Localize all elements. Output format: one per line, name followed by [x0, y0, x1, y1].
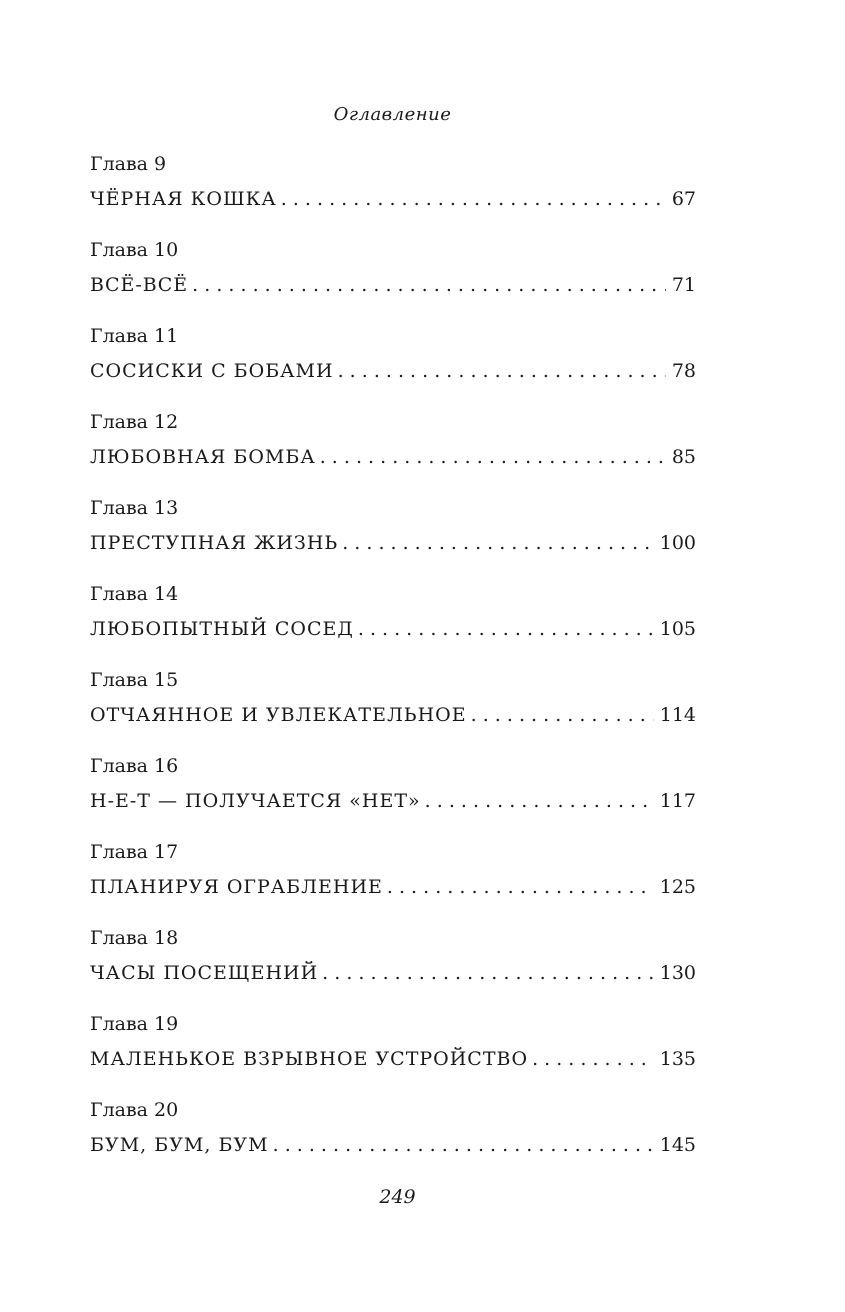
toc-entry: [90, 496, 696, 582]
toc-entry: [90, 582, 696, 668]
page-reference: 114: [659, 704, 696, 726]
dot-leader: [192, 272, 666, 298]
toc-line: [90, 1046, 696, 1072]
page-reference: 78: [671, 360, 696, 382]
page-reference: 100: [659, 532, 696, 554]
chapter-title: Н-Е-Т — ПОЛУЧАЕТСЯ «НЕТ»: [90, 790, 421, 812]
chapter-title: ПРЕСТУПНАЯ ЖИЗНЬ: [90, 532, 339, 554]
toc-line: [90, 1132, 696, 1158]
chapter-title: ВСЁ-ВСЁ: [90, 274, 189, 296]
chapter-number: Глава 19: [90, 1013, 179, 1035]
running-head: Оглавление: [333, 104, 452, 125]
dot-leader: [387, 874, 654, 900]
page-reference: 130: [659, 962, 696, 984]
chapter-title: СОСИСКИ С БОБАМИ: [90, 360, 334, 382]
toc-entry: [90, 926, 696, 1012]
toc-line: [90, 702, 696, 728]
chapter-number: Глава 18: [90, 927, 179, 949]
page-reference: 125: [659, 876, 696, 898]
toc-line: [90, 874, 696, 900]
page-reference: 135: [659, 1048, 696, 1070]
toc-entry: [90, 1012, 696, 1098]
chapter-number: Глава 15: [90, 669, 179, 691]
dot-leader: [322, 960, 654, 986]
toc-line: [90, 616, 696, 642]
page-reference: 117: [659, 790, 696, 812]
chapter-title: МАЛЕНЬКОЕ ВЗРЫВНОЕ УСТРОЙСТВО: [90, 1048, 529, 1070]
page-number: 249: [379, 1186, 416, 1208]
chapter-title: ПЛАНИРУЯ ОГРАБЛЕНИЕ: [90, 876, 383, 898]
toc-entry: [90, 410, 696, 496]
chapter-number: Глава 17: [90, 841, 179, 863]
chapter-title: ЛЮБОВНАЯ БОМБА: [90, 446, 316, 468]
page-reference: 67: [671, 188, 696, 210]
chapter-title: БУМ, БУМ, БУМ: [90, 1134, 269, 1156]
page-reference: 105: [659, 618, 696, 640]
toc-entry: [90, 152, 696, 238]
page-reference: 145: [659, 1134, 696, 1156]
chapter-title: ЧАСЫ ПОСЕЩЕНИЙ: [90, 962, 319, 984]
toc-entry: [90, 668, 696, 754]
chapter-number: Глава 14: [90, 583, 179, 605]
toc-line: [90, 960, 696, 986]
toc-line: [90, 788, 696, 814]
table-of-contents: [90, 152, 696, 1184]
chapter-number: Глава 20: [90, 1099, 179, 1121]
toc-line: [90, 530, 696, 556]
chapter-title: ЧЁРНАЯ КОШКА: [90, 188, 277, 210]
dot-leader: [532, 1046, 654, 1072]
dot-leader: [425, 788, 654, 814]
toc-entry: [90, 754, 696, 840]
page-reference: 85: [671, 446, 696, 468]
toc-line: [90, 444, 696, 470]
chapter-number: Глава 11: [90, 325, 179, 347]
dot-leader: [342, 530, 654, 556]
toc-entry: [90, 840, 696, 926]
toc-entry: [90, 324, 696, 410]
dot-leader: [471, 702, 654, 728]
dot-leader: [273, 1132, 654, 1158]
chapter-title: ЛЮБОПЫТНЫЙ СОСЕД: [90, 618, 354, 640]
dot-leader: [358, 616, 654, 642]
page-reference: 71: [671, 274, 696, 296]
dot-leader: [320, 444, 666, 470]
chapter-number: Глава 9: [90, 153, 167, 175]
chapter-number: Глава 10: [90, 239, 179, 261]
dot-leader: [338, 358, 666, 384]
toc-line: [90, 186, 696, 212]
chapter-number: Глава 13: [90, 497, 179, 519]
toc-line: [90, 272, 696, 298]
chapter-title: ОТЧАЯННОЕ И УВЛЕКАТЕЛЬНОЕ: [90, 704, 467, 726]
toc-entry: [90, 238, 696, 324]
dot-leader: [281, 186, 666, 212]
chapter-number: Глава 16: [90, 755, 179, 777]
toc-line: [90, 358, 696, 384]
toc-entry: [90, 1098, 696, 1184]
chapter-number: Глава 12: [90, 411, 179, 433]
